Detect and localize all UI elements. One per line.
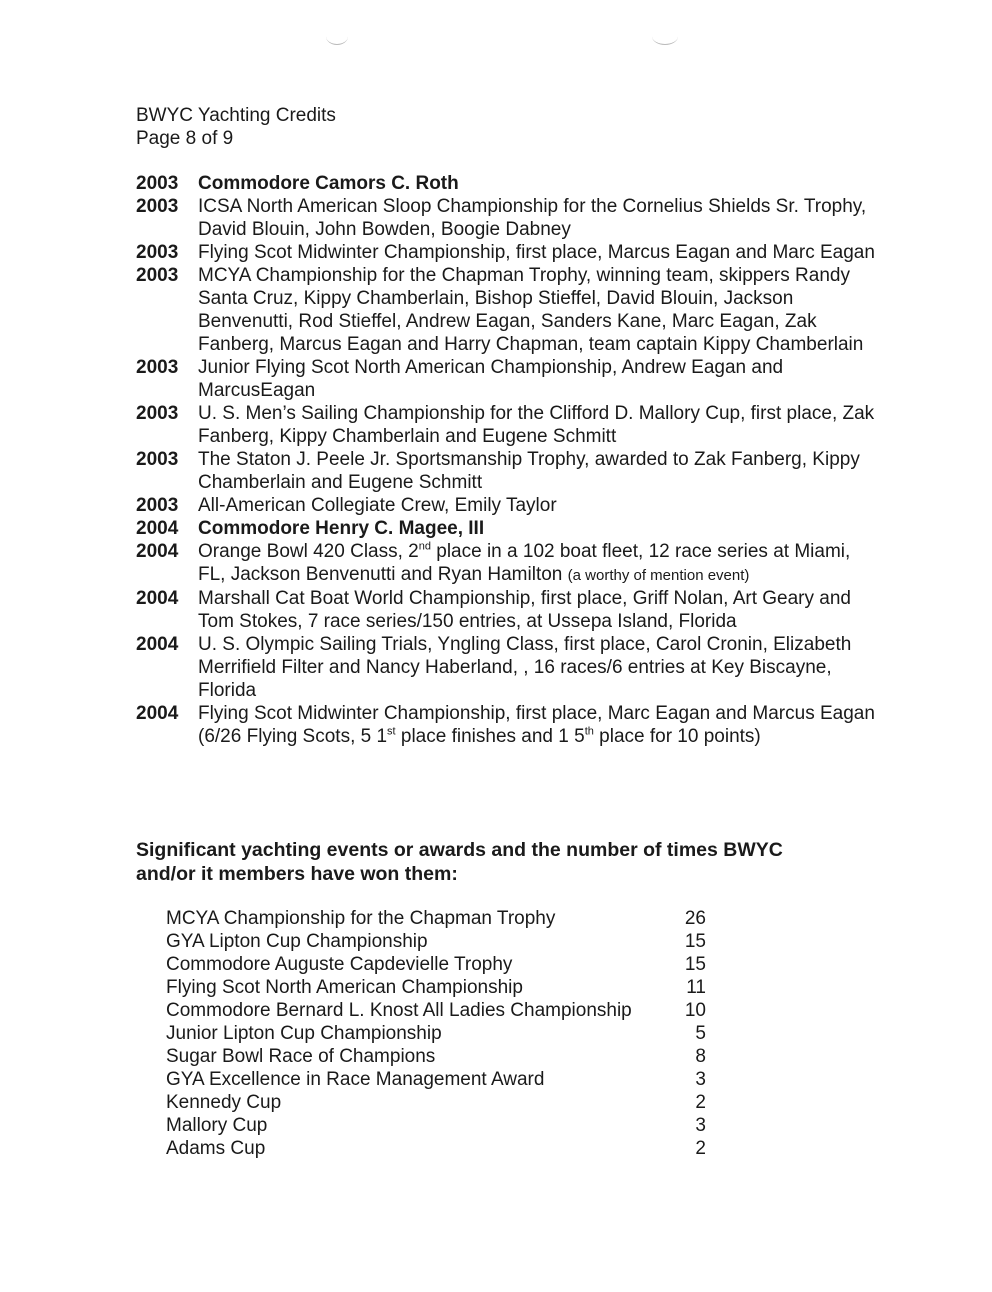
- awards-list: [166, 907, 706, 1160]
- entry-year: 2003: [136, 265, 179, 286]
- credit-entry: [136, 448, 876, 494]
- entry-text-part: place for 10 points): [593, 726, 761, 747]
- scan-mark-right: [652, 28, 678, 45]
- entry-text: All-American Collegiate Crew, Emily Taylor: [198, 495, 557, 516]
- award-count: 3: [695, 1069, 706, 1090]
- credit-entry: [136, 633, 876, 702]
- entry-year: 2003: [136, 196, 179, 217]
- credit-entry: [136, 517, 876, 540]
- entry-text: Commodore Camors C. Roth: [198, 173, 459, 194]
- entry-year: 2004: [136, 541, 179, 562]
- significant-events-heading: Significant yachting events or awards and the number of times BWYC and/or it members have won them:: [136, 839, 783, 885]
- award-name: MCYA Championship for the Chapman Trophy: [166, 908, 556, 929]
- entry-text-part: Orange Bowl 420 Class, 2: [198, 541, 419, 562]
- entry-text-part: FL, Jackson Benvenutti and Ryan Hamilton: [198, 564, 568, 585]
- award-row: [166, 1137, 706, 1160]
- entry-text: Marshall Cat Boat World Championship, first place, Griff Nolan, Art Geary and Tom Stokes, 7 race series/150 entries, at Ussepa Island, Florida: [198, 588, 851, 632]
- award-count: 10: [684, 1000, 706, 1021]
- entry-year: 2004: [136, 703, 179, 724]
- award-count: 3: [695, 1115, 706, 1136]
- award-row: [166, 1068, 706, 1091]
- award-name: Kennedy Cup: [166, 1092, 282, 1113]
- credit-entry: [136, 402, 876, 448]
- entry-year: 2003: [136, 495, 179, 516]
- credit-entry: [136, 356, 876, 402]
- award-row: [166, 907, 706, 930]
- entry-text: U. S. Men’s Sailing Championship for the Clifford D. Mallory Cup, first place, Zak Fanberg, Kippy Chamberlain and Eugene Schmitt: [198, 403, 875, 447]
- award-name: Mallory Cup: [166, 1115, 268, 1136]
- entry-year: 2003: [136, 173, 179, 194]
- ordinal-suffix: nd: [418, 540, 431, 553]
- entry-text: [198, 540, 876, 587]
- entry-text-part: Flying Scot Midwinter Championship, first place, Marc Eagan and Marcus Eagan (6/26 Flying Scots, 5 1: [198, 703, 875, 747]
- entry-year: 2003: [136, 403, 179, 424]
- award-name: Adams Cup: [166, 1138, 266, 1159]
- award-row: [166, 930, 706, 953]
- ordinal-suffix: st: [387, 725, 396, 738]
- award-row: [166, 976, 706, 999]
- award-count: 15: [684, 931, 706, 952]
- entry-year: 2003: [136, 357, 179, 378]
- credit-entry: [136, 587, 876, 633]
- award-name: Commodore Auguste Capdevielle Trophy: [166, 954, 513, 975]
- credit-entry: [136, 702, 876, 748]
- entry-text: Commodore Henry C. Magee, III: [198, 518, 485, 539]
- credit-entry: [136, 494, 876, 517]
- entry-text: The Staton J. Peele Jr. Sportsmanship Trophy, awarded to Zak Fanberg, Kippy Chamberlain and Eugene Schmitt: [198, 449, 860, 493]
- award-count: 5: [695, 1023, 706, 1044]
- award-count: 2: [695, 1092, 706, 1113]
- award-name: Flying Scot North American Championship: [166, 977, 523, 998]
- entry-text: MCYA Championship for the Chapman Trophy, winning team, skippers Randy Santa Cruz, Kippy Chamberlain, Bishop Stieffel, David Blouin, Jackson Benvenutti, Rod Stieffel, Andrew Eagan, Sanders Kane, Marc Eagan, Zak Fanberg, Marcus Eagan and Harry Chapman, team captain Kippy Chamberlain: [198, 265, 864, 355]
- credits-list: [136, 172, 876, 748]
- award-row: [166, 1045, 706, 1068]
- award-row: [166, 1091, 706, 1114]
- entry-text: U. S. Olympic Sailing Trials, Yngling Class, first place, Carol Cronin, Elizabeth Merrifield Filter and Nancy Haberland, , 16 races/6 entries at Key Biscayne, Florida: [198, 634, 852, 701]
- award-count: 26: [684, 908, 706, 929]
- award-name: GYA Lipton Cup Championship: [166, 931, 428, 952]
- award-name: Junior Lipton Cup Championship: [166, 1023, 442, 1044]
- entry-note: (a worthy of mention event): [567, 567, 750, 584]
- entry-text-part: place finishes and 1 5: [395, 726, 585, 747]
- ordinal-suffix: th: [584, 725, 594, 738]
- award-name: Commodore Bernard L. Knost All Ladies Championship: [166, 1000, 632, 1021]
- credit-entry: [136, 195, 876, 241]
- award-name: Sugar Bowl Race of Champions: [166, 1046, 436, 1067]
- entry-year: 2003: [136, 242, 179, 263]
- award-row: [166, 1022, 706, 1045]
- entry-year: 2003: [136, 449, 179, 470]
- credit-entry: [136, 172, 876, 195]
- credit-entry: [136, 540, 876, 587]
- scan-mark-left: [326, 28, 348, 45]
- award-count: 15: [684, 954, 706, 975]
- entry-year: 2004: [136, 588, 179, 609]
- entry-text: Junior Flying Scot North American Championship, Andrew Eagan and MarcusEagan: [198, 357, 784, 401]
- entry-text: ICSA North American Sloop Championship for the Cornelius Shields Sr. Trophy, David Blouin, John Bowden, Boogie Dabney: [198, 196, 867, 240]
- document-title: BWYC Yachting Credits: [136, 105, 336, 126]
- page-number: Page 8 of 9: [136, 128, 234, 149]
- award-count: 8: [695, 1046, 706, 1067]
- award-name: GYA Excellence in Race Management Award: [166, 1069, 545, 1090]
- entry-text: Flying Scot Midwinter Championship, first place, Marcus Eagan and Marc Eagan: [198, 242, 875, 263]
- entry-year: 2004: [136, 518, 179, 539]
- award-row: [166, 1114, 706, 1137]
- award-row: [166, 953, 706, 976]
- entry-text-part: place in a 102 boat fleet, 12 race series at Miami,: [430, 541, 851, 562]
- page-header: [136, 104, 336, 150]
- credit-entry: [136, 241, 876, 264]
- credit-entry: [136, 264, 876, 356]
- award-count: 2: [695, 1138, 706, 1159]
- award-row: [166, 999, 706, 1022]
- entry-year: 2004: [136, 634, 179, 655]
- entry-text: [198, 702, 876, 748]
- award-count: 11: [686, 977, 706, 998]
